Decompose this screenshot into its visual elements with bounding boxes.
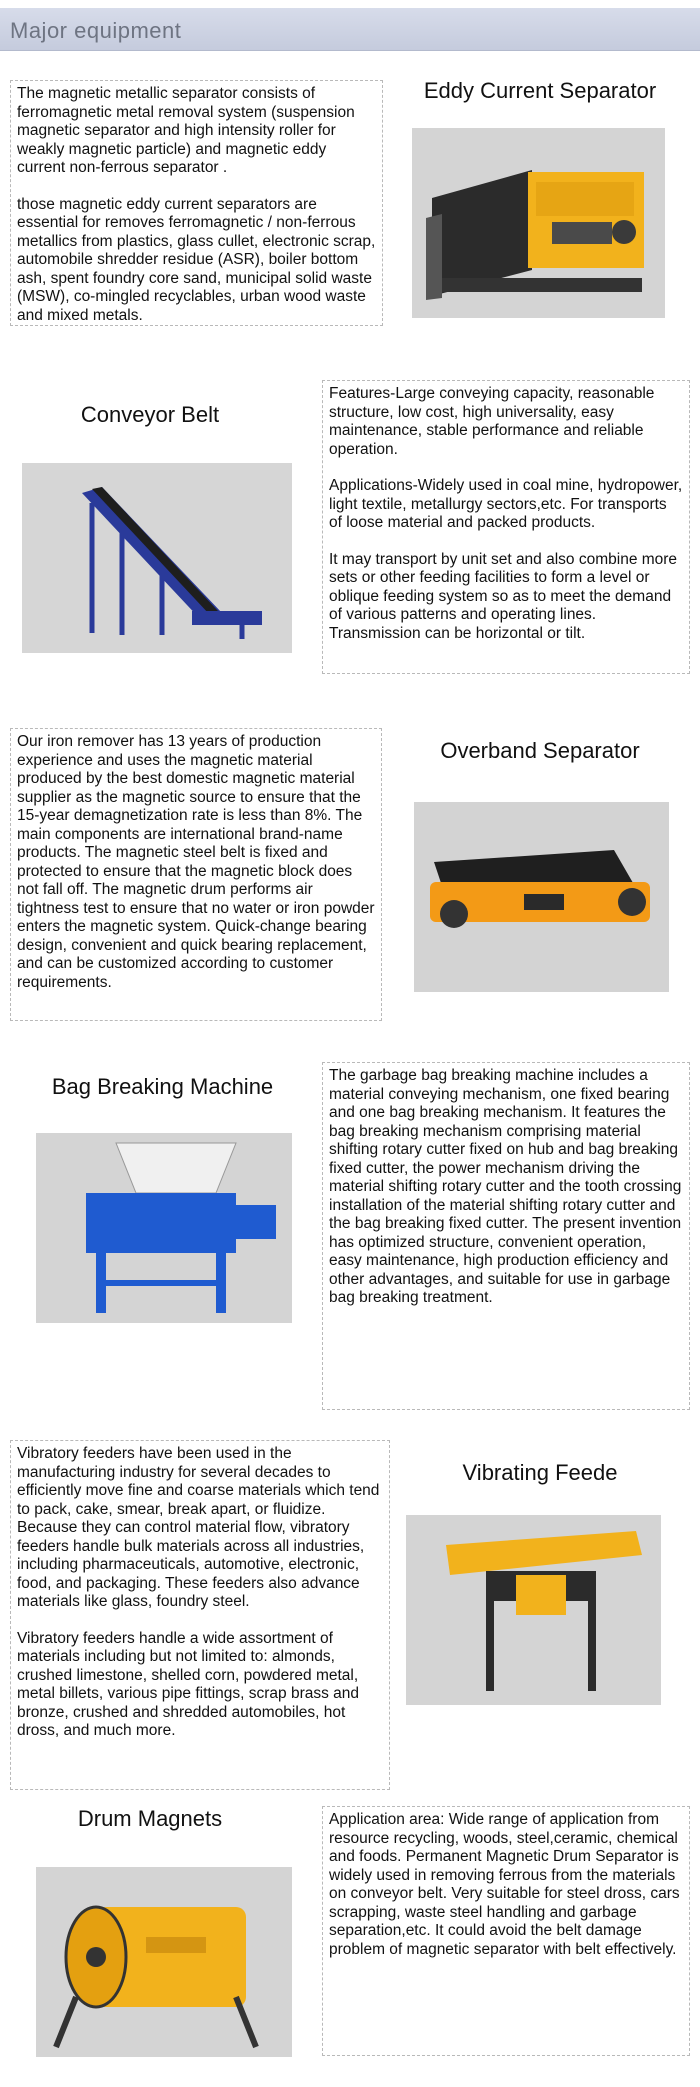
drum-magnets-image [36,1867,292,2057]
bag-breaking-machine-image [36,1133,292,1323]
overband-separator-image [414,802,669,992]
eddy-current-description [10,80,383,326]
drum-magnets-description [322,1806,690,2056]
eddy-current-paragraph-2: those magnetic eddy current separators are essential for removes ferromagnetic / non-ferrous metallics from plastics, glass cullet, electronic scrap, automobile shredder residue (ASR), boiler bottom ash, spent foundry core sand, municipal solid waste (MSW), co-mingled recyclables, urban wood waste and mixed metals. [17,195,376,324]
vibrating-feeder-paragraph-1: Vibratory feeders have been used in the manufacturing industry for several decades to efficiently move fine and coarse materials which tend to pack, cake, smear, break apart, or fluidize. Because they can control material flow, vibratory feeders handle bulk materials across all industries, including pharmaceuticals, automotive, electronic, food, and packaging. These feeders also advance materials like glass, foundry steel. [17,1445,380,1610]
section-header [0,8,700,51]
eddy-current-title: Eddy Current Separator [423,78,657,103]
conveyor-belt-title: Conveyor Belt [80,402,220,427]
section-header-title: Major equipment [10,18,182,43]
eddy-current-separator-image [412,128,665,318]
conveyor-belt-paragraph-3: It may transport by unit set and also combine more sets or other feeding facilities to form a level or oblique feeding system so as to meet the demand of various patterns and operating lines. Transmission can be horizontal or tilt. [329,550,678,642]
bag-breaking-machine-paragraph-1: The garbage bag breaking machine includes a material conveying mechanism, one fixed bearing and one bag breaking mechanism. It features the bag breaking mechanism comprising material shifting rotary cutter fixed on hub and bag breaking fixed cutter, the power mechanism driving the material shifting rotary cutter and the tooth crossing installation of the material shifting rotary cutter and the bag breaking fixed cutter. The present invention has optimized structure, convenient operation, easy maintenance, high production efficiency and other advantages, and suitable for use in garbage bag breaking treatment. [329,1067,682,1306]
vibrating-feeder-title: Vibrating Feede [462,1460,618,1485]
drum-magnets-paragraph-1: Application area: Wide range of application from resource recycling, woods, steel,ceramic, chemical and foods. Permanent Magnetic Drum Separator is widely used in removing ferrous from the materials on conveyor belt. Very suitable for steel dross, cars scrapping, waste steel handling and garbage separation,etc. It could avoid the belt damage problem of magnetic separator with belt effectively. [329,1811,680,1958]
bag-breaking-machine-title: Bag Breaking Machine [51,1074,274,1099]
conveyor-belt-paragraph-1: Features-Large conveying capacity, reasonable structure, low cost, high universality, easy maintenance, stable performance and reliable operation. [329,385,655,458]
vibrating-feeder-description [10,1440,390,1790]
bag-breaking-machine-description [322,1062,690,1410]
conveyor-belt-paragraph-2: Applications-Widely used in coal mine, hydropower, light textile, metallurgy sectors,etc. For transports of loose material and packed products. [329,477,683,531]
vibrating-feeder-paragraph-2: Vibratory feeders handle a wide assortment of materials including but not limited to: almonds, crushed limestone, shelled corn, powdered metal, metal billets, various pipe fittings, scrap brass and bronze, crushed and shredded automobiles, hot dross, and much more. [17,1629,360,1739]
vibrating-feeder-image [406,1515,661,1705]
drum-magnets-title: Drum Magnets [77,1806,223,1831]
conveyor-belt-image [22,463,292,653]
eddy-current-paragraph-1: The magnetic metallic separator consists of ferromagnetic metal removal system (suspension magnetic separator and high intensity roller for weakly magnetic particle) and magnetic eddy current non-ferrous separator . [17,85,355,176]
conveyor-belt-description [322,380,690,674]
overband-separator-description [10,728,382,1021]
overband-separator-paragraph-1: Our iron remover has 13 years of production experience and uses the magnetic material produced by the best domestic magnetic material supplier as the magnetic source to ensure that the 15-year demagnetization rate is less than 8%. The main components are international brand-name products. The magnetic steel belt is fixed and protected to ensure that the magnetic block does not fall off. The magnetic drum performs air tightness test to ensure that no water or iron powder enters the magnetic system. Quick-change bearing design, convenient and quick bearing replacement, and can be customized according to customer requirements. [17,733,375,991]
overband-separator-title: Overband Separator [440,738,640,763]
